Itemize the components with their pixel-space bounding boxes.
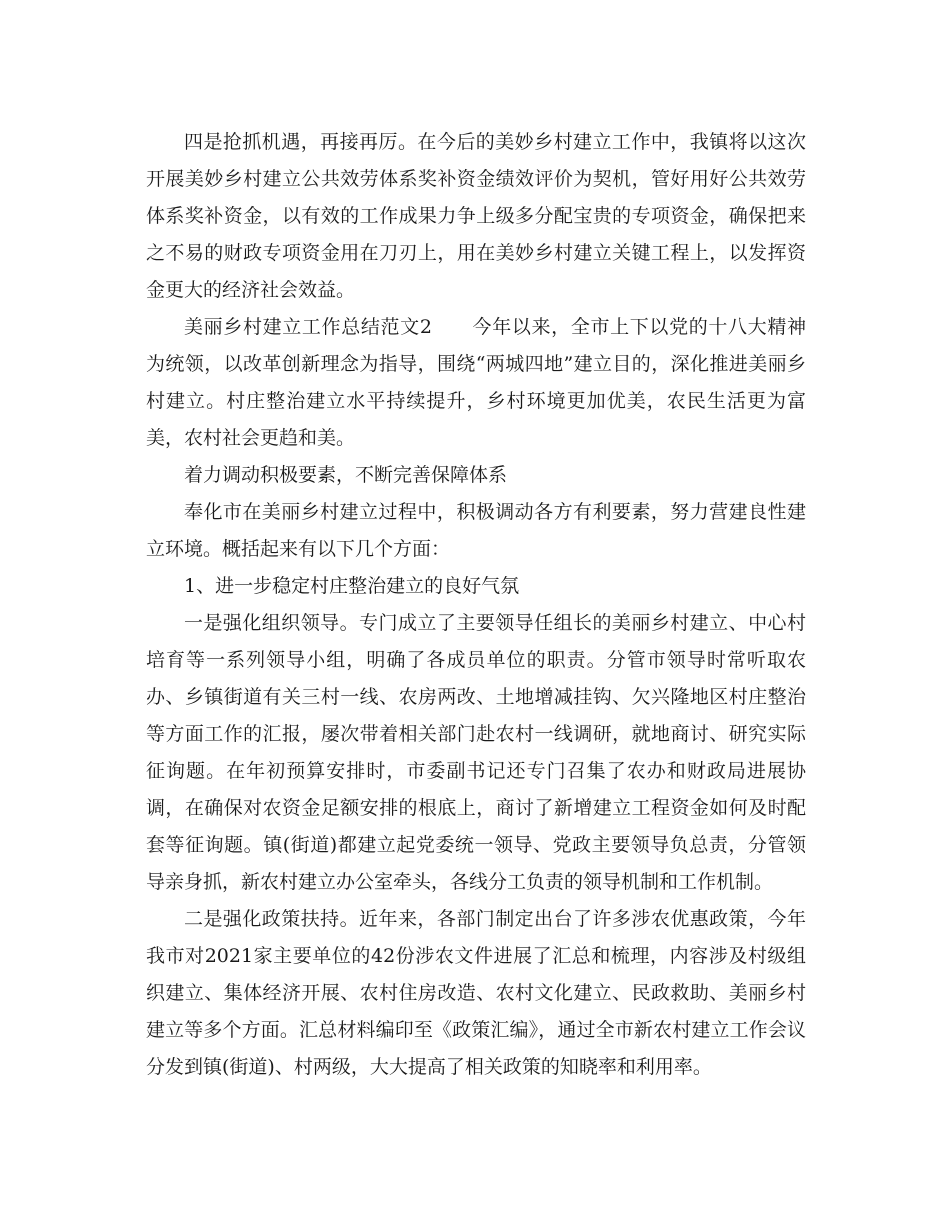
paragraph-subheading-1: 1、进一步稳定村庄整治建立的良好气氛: [184, 575, 520, 597]
section-title: 美丽乡村建立工作总结范文2: [184, 316, 432, 338]
paragraph-policy: 二是强化政策扶持。近年来，各部门制定出台了许多涉农优惠政策，今年我市对2021家主要单位的42份涉农文件进展了汇总和梳理，内容涉及村级组织建立、集体经济开展、农村住房改造、农村文化建立、民政救助、美丽乡村建立等多个方面。汇总材料编印至《政策汇编》，通过全市新农村建立工作会议分发到镇(街道)、村两级，大大提高了相关政策的知晓率和利用率。: [146, 908, 806, 1078]
paragraph-fenghua: 奉化市在美丽乡村建立过程中，积极调动各方有利要素，努力营建良性建立环境。概括起来有以下几个方面：: [146, 501, 806, 560]
paragraph-seize-opportunity: 四是抢抓机遇，再接再厉。在今后的美妙乡村建立工作中，我镇将以这次开展美妙乡村建立公共效劳体系奖补资金绩效评价为契机，管好用好公共效劳体系奖补资金，以有效的工作成果力争上级多分配宝贵的专项资金，确保把来之不易的财政专项资金用在刀刃上，用在美妙乡村建立关键工程上，以发挥资金更大的经济社会效益。: [146, 131, 806, 301]
paragraph-organization: 一是强化组织领导。专门成立了主要领导任组长的美丽乡村建立、中心村培育等一系列领导小组，明确了各成员单位的职责。分管市领导时常听取农办、乡镇街道有关三村一线、农房两改、土地增减挂钩、欠兴隆地区村庄整治等方面工作的汇报，屡次带着相关部门赴农村一线调研，就地商讨、研究实际征询题。在年初预算安排时，市委副书记还专门召集了农办和财政局进展协调，在确保对农资金足额安排的根底上，商讨了新增建立工程资金如何及时配套等征询题。镇(街道)都建立起党委统一领导、党政主要领导负总责，分管领导亲身抓，新农村建立办公室牵头，各线分工负责的领导机制和工作机制。: [146, 612, 806, 893]
paragraph-section-intro: [146, 309, 806, 457]
document-body: [146, 124, 806, 1086]
paragraph-heading-factors: 着力调动积极要素，不断完善保障体系: [184, 464, 508, 486]
section-intro-text: 今年以来，全市上下以党的十八大精神为统领，以改革创新理念为指导，围绕“两城四地”建立目的，深化推进美丽乡村建立。村庄整治建立水平持续提升，乡村环境更加优美，农民生活更为富美，农村社会更趋和美。: [146, 316, 806, 449]
